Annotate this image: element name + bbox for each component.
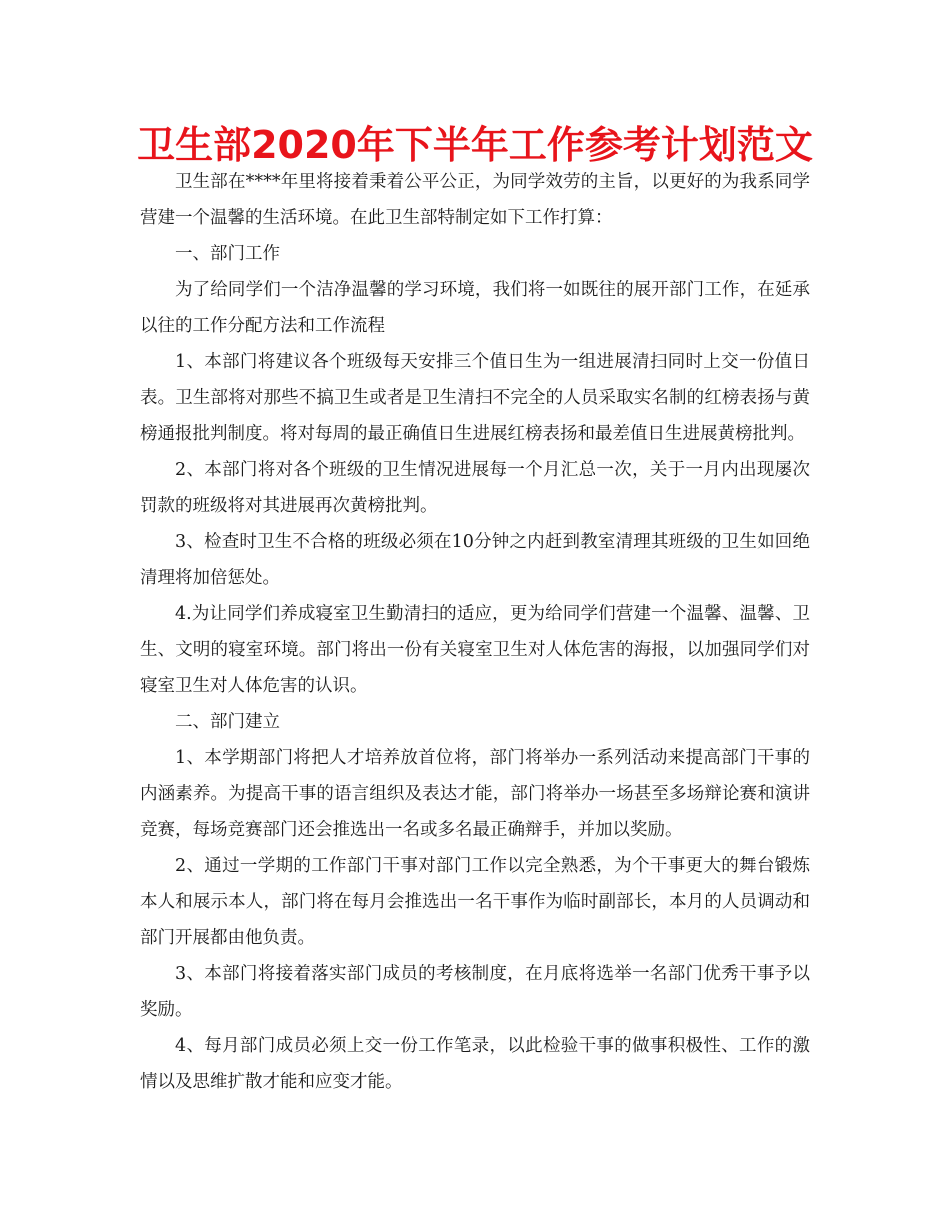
document-title: 卫生部2020年下半年工作参考计划范文 [137,123,813,167]
paragraph-work-item-4: 4.为让同学们养成寝室卫生勤清扫的适应，更为给同学们营建一个温馨、温馨、卫生、文明的寝室环境。部门将出一份有关寝室卫生对人体危害的海报，以加强同学们对寝室卫生对人体危害的认识。 [140,604,810,696]
paragraph-building-item-2: 2、通过一学期的工作部门干事对部门工作以完全熟悉，为个干事更大的舞台锻炼本人和展示本人，部门将在每月会推选出一名干事作为临时副部长，本月的人员调动和部门开展都由他负责。 [140,856,810,948]
section-heading-department-building: 二、部门建立 [175,712,280,732]
paragraph-work-overview: 为了给同学们一个洁净温馨的学习环境，我们将一如既往的展开部门工作，在延承以往的工作分配方法和工作流程 [140,280,810,336]
paragraph-intro: 卫生部在****年里将接着秉着公平公正，为同学效劳的主旨，以更好的为我系同学营建一个温馨的生活环境。在此卫生部特制定如下工作打算： [140,172,810,228]
paragraph-work-item-3: 3、检查时卫生不合格的班级必须在10分钟之内赶到教室清理其班级的卫生如回绝清理将加倍惩处。 [140,532,810,588]
paragraph-building-item-1: 1、本学期部门将把人才培养放首位将，部门将举办一系列活动来提高部门干事的内涵素养。为提高干事的语言组织及表达才能，部门将举办一场甚至多场辩论赛和演讲竞赛，每场竞赛部门还会推选出一名或多名最正确辩手，并加以奖励。 [140,748,810,840]
section-heading-department-work: 一、部门工作 [175,244,280,264]
paragraph-work-item-1: 1、本部门将建议各个班级每天安排三个值日生为一组进展清扫同时上交一份值日表。卫生部将对那些不搞卫生或者是卫生清扫不完全的人员采取实名制的红榜表扬与黄榜通报批判制度。将对每周的最正确值日生进展红榜表扬和最差值日生进展黄榜批判。 [140,352,810,444]
paragraph-building-item-3: 3、本部门将接着落实部门成员的考核制度，在月底将选举一名部门优秀干事予以奖励。 [140,964,810,1020]
document-body [140,164,810,1100]
paragraph-building-item-4: 4、每月部门成员必须上交一份工作笔录，以此检验干事的做事积极性、工作的激情以及思维扩散才能和应变才能。 [140,1036,810,1092]
paragraph-work-item-2: 2、本部门将对各个班级的卫生情况进展每一个月汇总一次，关于一月内出现屡次罚款的班级将对其进展再次黄榜批判。 [140,460,810,516]
